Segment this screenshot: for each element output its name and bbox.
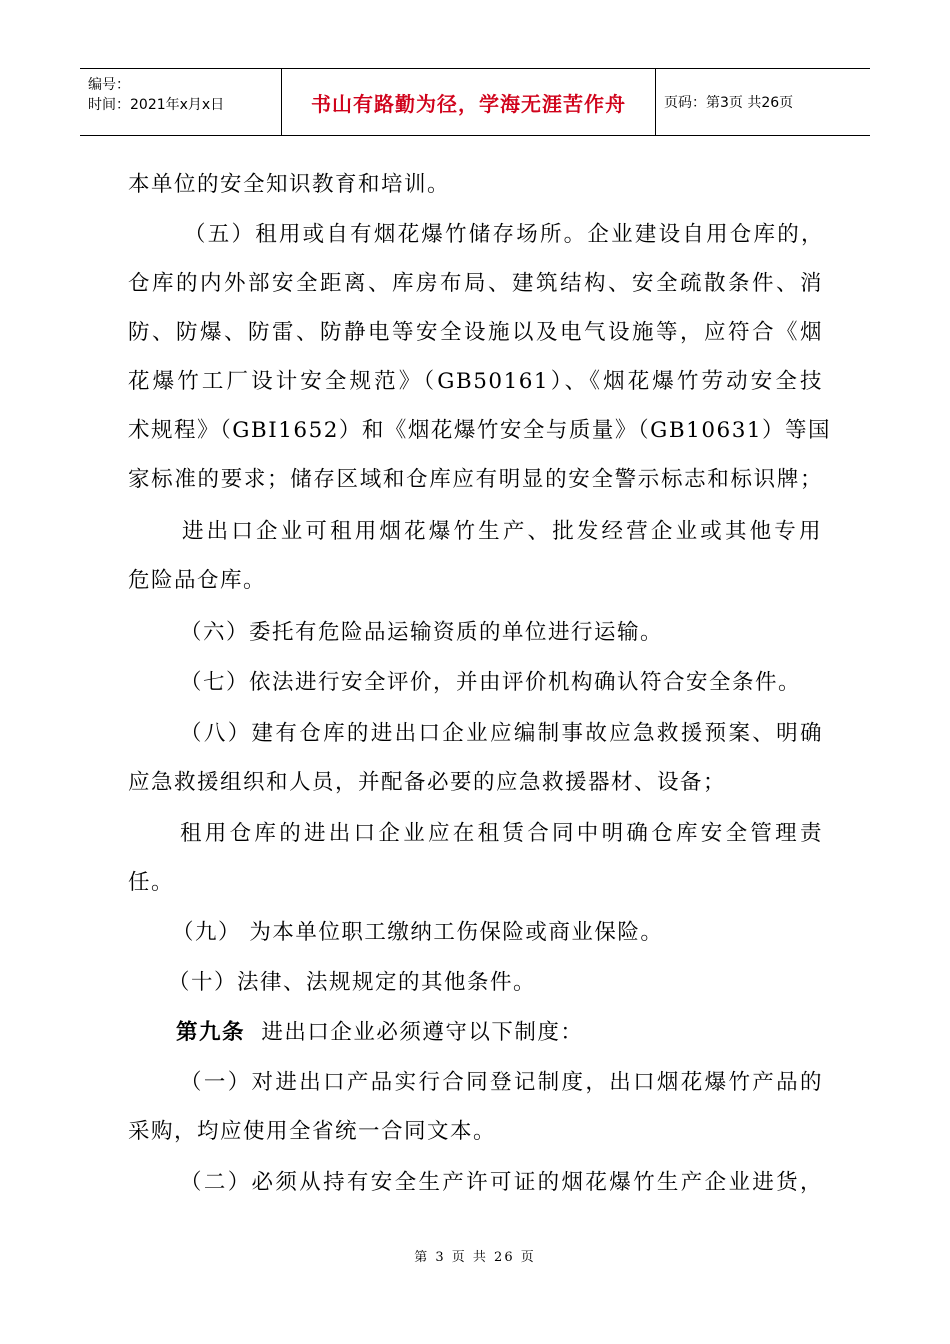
body-line: 防、防爆、防雷、防静电等安全设施以及电气设施等，应符合《烟 [128, 320, 823, 345]
article-nine-line [176, 1018, 583, 1048]
header-motto: 书山有路勤为径，学海无涯苦作舟 [311, 91, 626, 116]
body-line: 租用仓库的进出口企业应在租赁合同中明确仓库安全管理责 [180, 821, 823, 846]
header-meta [80, 69, 282, 135]
document-header [80, 68, 870, 136]
page-footer: 第 3 页 共 26 页 [414, 1250, 536, 1265]
body-line: （九） 为本单位职工缴纳工伤保险或商业保险。 [172, 920, 664, 945]
body-line: （十）法律、法规规定的其他条件。 [168, 970, 537, 995]
document-date-label: 时间：2021年x月x日 [88, 97, 225, 113]
body-line: （五）租用或自有烟花爆竹储存场所。企业建设自用仓库的， [184, 222, 824, 247]
document-number-label: 编号： [88, 77, 130, 93]
body-line: （八）建有仓库的进出口企业应编制事故应急救援预案、明确 [180, 721, 823, 746]
body-line: 采购，均应使用全省统一合同文本。 [128, 1119, 497, 1144]
body-line: （六）委托有危险品运输资质的单位进行运输。 [180, 620, 664, 645]
header-page-number: 页码：第3页 共26页 [664, 95, 794, 111]
header-page-cell [656, 69, 870, 135]
body-line: 任。 [128, 870, 175, 895]
article-text: 进出口企业必须遵守以下制度： [261, 1020, 584, 1045]
body-line: 仓库的内外部安全距离、库房布局、建筑结构、安全疏散条件、消 [128, 271, 823, 296]
body-line: 家标准的要求；储存区域和仓库应有明显的安全警示标志和标识牌； [128, 467, 823, 492]
body-line: 本单位的安全知识教育和培训。 [128, 172, 451, 197]
body-line: （一）对进出口产品实行合同登记制度，出口烟花爆竹产品的 [180, 1070, 823, 1095]
body-line: 花爆竹工厂设计安全规范》（GB50161）、《烟花爆竹劳动安全技 [128, 369, 823, 394]
article-number: 第九条 [176, 1020, 246, 1045]
body-line: 进出口企业可租用烟花爆竹生产、批发经营企业或其他专用 [182, 519, 822, 544]
body-line: （七）依法进行安全评价，并由评价机构确认符合安全条件。 [180, 670, 802, 695]
body-line: 术规程》（GBI1652）和《烟花爆竹安全与质量》（GB10631）等国 [128, 418, 832, 443]
body-line: （二）必须从持有安全生产许可证的烟花爆竹生产企业进货， [180, 1170, 823, 1195]
header-motto-cell [282, 69, 656, 135]
body-line: 应急救援组织和人员，并配备必要的应急救援器材、设备； [128, 770, 727, 795]
body-line: 危险品仓库。 [128, 568, 267, 593]
